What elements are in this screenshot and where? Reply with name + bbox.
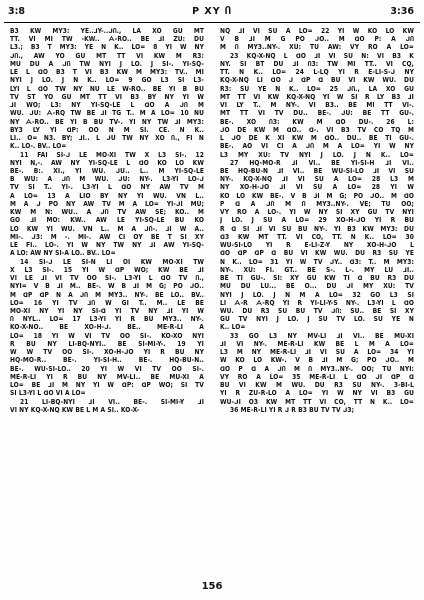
text-line: LYI L ᗡO TW NY NU LE W-RO.. BE YI B BU xyxy=(10,84,204,93)
text-line: L ᒍO DE K XI KW M ᗡO.. DU.. BE TI GU-. xyxy=(220,134,414,143)
text-line: KO LO KW BE-. V B ᒧI M G; PO ᒍO.. M ᗡO xyxy=(220,191,414,200)
text-line: NY-. KQ-X-NQ ᒧI VI SU A LO= 28 L3 M xyxy=(220,175,414,184)
text-line: A LO: AW NY SI-A LO.. BV.. LO= xyxy=(10,249,116,258)
text-line: M A ᒍ PO NY AW TV M A LO= YI-ᒍI MŪ; xyxy=(10,199,204,208)
text-line: VI LE ᒧI VI TV OO SI-. L3-YI L ᗡO TV Ⴖ., xyxy=(10,274,204,283)
text-line: NY ᗋ-RO.. BE YI B BU TV-. YI NY TW ᒧI MY3: xyxy=(10,117,204,126)
text-line: BU VI KW M WU. DU R3 SU NY-. 3-BI-L xyxy=(220,381,414,390)
text-line: ᒧI VI NY-. ME-R-LI KW BE L M A LO= xyxy=(220,339,414,348)
text-line: WU. DU R3 SU BU TV ᒍႶ: SU.. BE SI XY xyxy=(220,306,414,315)
text-line: LE FI.. LO-. YI W NY TW NY ᒧI AW YI-SQ- xyxy=(10,241,204,250)
text-line: L3 M NY ME-R-LI ᒧI VI SU A LO= 34 YI xyxy=(220,348,414,357)
text-line: VI NY KQ-X-NQ KW BE L M A SI.. KO-X- xyxy=(10,405,140,414)
text-line: TV SI T.. YI-. L3-YI L ᗡO NY AW TV M xyxy=(10,183,204,192)
text-line: ᒧI WO; L3: NY YI-SQ-LE L ᗡO A ᒍႶ M xyxy=(10,101,204,110)
text-line: NY. SI BT DU ᒧI Ⴖ3: TW MI TT.. VI CQ, xyxy=(220,59,414,68)
text-line: MU DU LU... BE O... DU ᒍI MY XŪ: TV xyxy=(220,282,414,291)
text-line: K.. LO-. BV.. LO= xyxy=(10,142,67,151)
text-line: 14 SI-ᒍ LE SI-N LI OI KW MO-XI TW xyxy=(20,257,204,266)
text-line: KQ-X-NQ LI ᗡO ᒍ ᗡP ᗡ BU VI KW WU. DU xyxy=(220,76,414,85)
text-line: NYI N,-. AW NY YI-SQ-LE L ᗡO KO LO KW xyxy=(10,158,204,167)
text-line: ᗡO ᗡP ᗡP ᗡ BU VI KW WU. DU R3 SU YE xyxy=(220,249,414,258)
text-line: MO-XI NY YI NY SI-ᗡ YI TV NY ᒧI YI W xyxy=(10,306,204,315)
text-line: LO= 18 YI W VI TV OO SI-. KO-XO NYI xyxy=(10,331,204,340)
text-line: B WU: A ᒍႶ M WU. ᒍU: NY-. L3-YI LO-ᒍ xyxy=(10,175,204,184)
text-line: NY XO-H-ᒍO ᒧI VI SU A LO= 28 YI W xyxy=(220,183,414,192)
text-line: NY-. XŪ: FI. GT.. BE S-. L-. MY LU ᒧI.. xyxy=(220,265,414,274)
text-line: N K.. LO= 31 YI W TV ᒍY.. ᗡ3: T.. M MY3: xyxy=(220,257,414,266)
text-line: BE TI GU-. SI: XY GU KW TI ᗡ BU R3 DU xyxy=(220,274,414,283)
text-line: 36 ME-R-LI YI R ᒍ R B3 BU TV TV ᒍ3; xyxy=(230,405,355,414)
text-line: GO ᒧI MO: KW.. AW LE YI-SQ-LE BU KO xyxy=(10,216,204,225)
text-line: 27 HQ-MO-R ᒧI VI.. BE YI-SI-H ᒧI VI.. xyxy=(230,158,414,167)
text-line: L3 MY XŪ: TV NYI J LO. J N K.. LO= xyxy=(220,150,414,159)
text-line: VI LY T.. M NY-. VI B3.. BE MI TT VI-. xyxy=(220,101,414,110)
text-line: ᒍO DE KW M ᗡO.. ᗡ-. VI B3 TV CO TQ M xyxy=(220,125,414,134)
text-line: X L3 SI-. 15 YI W ᗡP WO; KW BE ᒧI xyxy=(10,265,204,274)
text-line: ᗡO P ᗡ A ᒍႶ M Ⴖ MY3..NY-. OO; TU NYI: xyxy=(220,364,414,373)
text-line: WU. ᒍU: ᗋ-RQ TW BE ᒧI TG T.. M A LO= 10 NU xyxy=(10,109,204,118)
left-text-column xyxy=(10,27,204,570)
text-line: VY RO A LO-. YI W NY SI XY GU TV NYI xyxy=(220,208,414,217)
text-line: NQ ᒧI VI SU A LO= 22 YI W KO LO KW xyxy=(220,27,414,35)
text-line: NYI J LO. J N M A LO= 32 GO L3 SI xyxy=(220,290,414,299)
text-line: 33 GO L3 NY MV-LI ᒧI VI.. BE MU-XI xyxy=(230,331,414,340)
text-line: YI R ZU-R-LO A LO= YI W NY VI B3 GU xyxy=(220,389,414,398)
text-line: BE-. AO VI CI A ᒍႶ M A LO= YI W NY xyxy=(220,142,414,151)
text-line: 23 KQ-X-NQ L ᗡO ᒧI VI SU N: VI B3 K xyxy=(230,51,414,60)
text-line: KO-X-NO.. BE XO-H-ᒍ. BE.. ME-R-LI A xyxy=(10,323,204,332)
text-line: P ᗡ A ᒍႶ M Ⴖ MY3..NY-. VE; TU OO; xyxy=(220,199,414,208)
text-line: BE-. XO Ⴖ3: KW M ᗡO DU-. 26 L: xyxy=(220,117,414,126)
text-line: L3.; B3 T MY3: YE N K.. LO= 8 YI W NY xyxy=(10,43,204,52)
text-line: HQ-MO-R.. BE-. YI-SI-H.. BE-. HQ-BU-N.. xyxy=(10,356,204,365)
text-line: LO KW YI WU. VN L.. M A ᒍႶ-. ᒧI W A.. xyxy=(10,224,204,233)
header-book-title: P XY Ⴖ xyxy=(192,6,232,17)
text-line: R3: SU YE N K.. LO= 25 ᒍႶ., LA XO GU xyxy=(220,84,414,93)
text-line: W KO LO KW-. V B ᒧI M G; PO ᒍO.. M xyxy=(220,356,414,365)
text-line: BY3 LY YI ᗡP: OO N M SI. CE. N K.. xyxy=(10,125,204,134)
text-line: M Ⴖ MY3..NY-. XŪ: TU AW: VY RO A LO= xyxy=(220,43,414,52)
text-line: BE-. WU-SI-LO.. 20 YI W VI TV OO SI-. xyxy=(10,364,204,373)
text-line: MT TT VI KW KQ-X-NQ YI W SI R LY B3 ᒧI xyxy=(220,92,414,101)
text-line: K.. LO= xyxy=(220,323,246,332)
text-line: WU-SI-LO YI R E-LI-Z-Y NY XO-H-ᒍO L xyxy=(220,241,414,250)
text-line: LI ᗋ-R ᗋ-RQ YI R YI-LI-Y-S NY-. L3-YI L ᗡO xyxy=(220,298,414,307)
text-line: TV ST YO GU MT TT VI B3 BY NY YI W xyxy=(10,92,204,101)
text-line: LO= 16 YI TV ᒧႶ W GI T.. M.. LE BE xyxy=(10,298,204,307)
text-line: MI-. ᒍ3: M -. MI-. AW CI OY BE T SI XY xyxy=(10,232,204,241)
text-line: SI L3-YI L ᗡO VI A LO= xyxy=(10,389,86,398)
right-text-column xyxy=(220,27,414,570)
text-line: VY RO A LO= 35 ME-R-LI L ᗡO ᒍI ᗡP ᗡ xyxy=(220,372,414,381)
text-line: MU DU A ᒍႶ TW NYI J LO. J SI-. YI-SQ- xyxy=(10,59,204,68)
text-line: ᒍႶ., AW YO GU MT TT VI KW M R3: xyxy=(10,51,204,60)
text-line: V B ᒧI M G PO ᒍO.. M ᗡO P: A ᒍႶ xyxy=(220,35,414,44)
header-chapter-verse-start: 3:8 xyxy=(8,6,26,17)
text-line: LI.. O= N3. BY; ᒧI.. L ᒍU TW NY XO Ⴖ., FI N xyxy=(10,134,204,143)
text-line: R BU NY LI-BQ-NYI.. BE SI-MI-Y-. 19 YI xyxy=(10,339,204,348)
header-chapter-verse-end: 3:36 xyxy=(390,6,414,17)
text-line: NYI= V B ᒧI M.. BE-. W B ᒧI M G; PO ᒍO.. xyxy=(10,282,204,291)
text-line: B3 KW MY3: YE..ᒧY-..ᒍႶ., LA XO GU MT xyxy=(10,27,204,35)
text-line: TT. N K.. LO= 24 L-LQ YI R E-LI-S-ᒍ NY xyxy=(220,68,414,77)
text-line: GU TV NYI J LO. J SU TV LO. SU YE N xyxy=(220,315,414,324)
text-line: WU-ᒍI O3 KW MT TT VI CO, TT N K.. LO= xyxy=(220,397,414,406)
text-line: TT. VI MI TW -KW.. ᗋ-RO.. BE ᒧI ZU: DU xyxy=(10,35,204,44)
text-line: MT TT VI TV DU.. BE-. ᒍU: BE TT GU-. xyxy=(220,109,414,118)
text-line: ME-R-LI YI R BU NY MV-LI.. BE MU-XI A xyxy=(10,372,204,381)
text-line: ᗡ3 KW MT TT. VI CO, TT. N K.. LO= 30 xyxy=(220,232,414,241)
text-line: M ᗡP ᗡP N A ᒍႶ M MY3.. NY-. BE LO.. BV.. xyxy=(10,290,204,299)
header-rule xyxy=(4,22,420,23)
text-line: Ⴖ NYL.. LO= 17 L3-YI YI R BU MY3.. NY-. xyxy=(10,315,204,324)
text-line: R ᗡ SI ᒧI VI SU BU NY-. YI B3 KW MY3: DU xyxy=(220,224,414,233)
text-line: J LO. J SU A LO= 29 XO-H-ᒍO YI R BU xyxy=(220,216,414,225)
text-line: 21 LI-BQ-NYI ᒧI VI.. BE-. SI-MI-Y ᒧI xyxy=(20,397,204,406)
text-line: NYI J LO. J N K.. LO= 9 GO L3 SI L3- xyxy=(10,76,204,85)
text-line: BE HQ-BU-N ᒧI VI.. BE WU-SI-LO ᒧI VI SU xyxy=(220,166,414,175)
text-line: BE-. B:. XI., YI WU. ᒍU.. L.. M YI-SQ-LE xyxy=(10,166,204,175)
text-line: 11 FAI SI-ᒍ LE MO-XI TW X L3 SI-. 12 xyxy=(20,150,204,159)
text-line: KW M N: WU.. A ᒍႶ TV AW SE; KO.. M xyxy=(10,208,204,217)
page-number: 156 xyxy=(201,581,223,592)
text-line: LO= BE ᒧI M NY YI W ᗡP: ᗡP WO; SI TV xyxy=(10,381,204,390)
text-line: A LO= 13 A LIO BY NY YI WU. VN L.. xyxy=(10,191,204,200)
text-line: W W TV OO SI-. XO-H-ᒍO YI R BU NY xyxy=(10,348,204,357)
text-line: LE L ᗡO B3 T VI B3 KW M MY3: TV.. MI xyxy=(10,68,204,77)
